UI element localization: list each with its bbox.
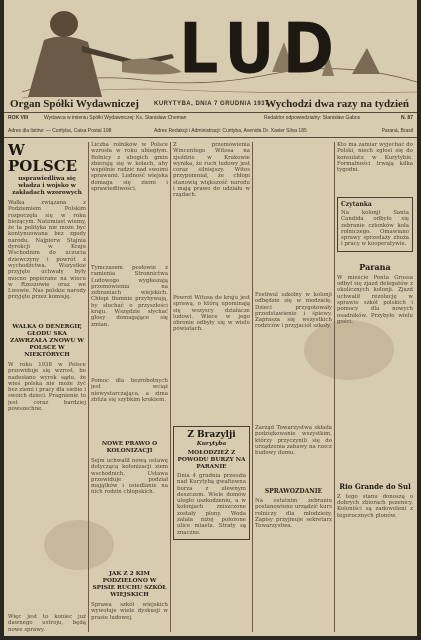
column-2 (91, 142, 168, 636)
article-body: Zarząd Towarzystwa składa podziękowanie wszystkim, którzy przyczynili się do urządzenia zabawy na rzecz budowy domu. (255, 425, 332, 457)
article-body: Sprawa szkół wiejskich wywołuje wiele dyskusji w prasie ludowej. (91, 602, 168, 621)
column-rule (170, 142, 171, 632)
newspaper-title: LUD (179, 7, 343, 90)
article-body: Sejm uchwalił nową ustawę dotyczącą kolonizacji ziem wschodnich. Ustawa przewiduje podział majątków i osiedlanie na nich rodzin chłopskich. (91, 458, 168, 496)
article-body: W mieście Ponta Grossa odbył się zjazd delegatów z okolicznych kolonji. Zjazd uchwalił rezolucję w sprawie szkół polskich i pomocy dla nowych osadników. Przybyło wielu gości. (337, 274, 413, 325)
article-body: Pomoc dla bezrobotnych jest wciąż niewystarczająca, a zima zbliża się szybkim krokiem. (91, 378, 168, 403)
box-subtitle: Kurytyba (196, 441, 227, 447)
article-body: Na ostatnim zebraniu postanowiono urządzić kurs rolniczy dla młodzieży. Zapisy przyjmuje sekretarz Towarzystwa. (255, 498, 332, 530)
article-body: Kto ma zamiar wyjechać do Polski, niech zgłosi się do konsulatu w Kurytybie. Formalności trwają kilka tygodni. (337, 142, 413, 174)
frequency-line: Wychodzi dwa razy na tydzień (265, 98, 409, 110)
notice-box (337, 197, 413, 252)
location-line: Paraná, Brasil (381, 128, 413, 134)
column-rule (334, 142, 335, 632)
section-heading: Parana (359, 261, 391, 272)
article-body: Z przemówienia Wincentego Witosa na zjeździe w Krakowie wynika, że ruch ludowy jest coraz silniejszy. Witos przypomniał, że chłopi stanowią większość narodu i mają prawo do udziału w rządach. (173, 142, 250, 199)
issue-number: N. 87 (401, 115, 413, 121)
column-rule (252, 142, 253, 632)
box-title: Z Brazylji (187, 430, 236, 440)
column-3 (173, 142, 250, 636)
box-body: Na kolonji Santa Candida odbyło się zebranie członków koła rolniczego. Omawiano sprawy sprzedaży zboża i pracy w kooperatywie. (341, 210, 409, 248)
article-footer: Więc jest to koniec już dawnego ustroju, będą nowe sprawy. (8, 614, 86, 633)
year-label: ROK VIII (8, 115, 29, 121)
article-headline: JAK Z 2 KIM PODZIELONO W SPISIE RUCHU SZKÓŁ WIEJSKICH (92, 571, 167, 598)
section-heading: W POLSCE (8, 142, 78, 175)
organ-line: Organ Spółki Wydawniczej (10, 98, 139, 110)
section-subheading: usprawiedliwa się władza i wojsko w zakładach wzorowych (12, 176, 82, 196)
article-body: W roku 1938 w Polsce przewiduje się wzrost, bo nadesłano wyrok sądu, że wieś polska nie może żyć bez ziemi i pracy dla siebie i swoich dzieci. Pragnienie to jest coraz bardziej powszechne. (8, 362, 86, 413)
article-body: Festiwal szkolny w kolonji odbędzie się w niedzielę. Dzieci przygotowały przedstawienie i śpiewy. Zaprasza się wszystkich rodziców i przyjaciół szkoły. (255, 292, 332, 330)
box-headline: MOŁODZIEŻ Z POWODU BURZY NA PARANIE (177, 450, 246, 470)
article-body: Tymczasem posłowie z ramienia Stronnictwa Ludowego wygłaszają przemówienia na zebraniach wiejskich. Chłopi tłumnie przybywają, by słuchać o przyszłości kraju. Wszędzie słychać głosy domagające się zmian. (91, 265, 168, 328)
office-address: Adres Redakcji i Administracji: Curityba, Avenida Dr. Xavier Silva 185 (154, 128, 307, 134)
column-4 (255, 142, 332, 636)
article-body: Z tego stanu donoszą o dobrych zbiorach pszenicy. Koloniści są zadowoleni z tegorocznych plonów. (337, 493, 413, 519)
section-heading: Rio Grande do Sul (339, 481, 411, 491)
article-headline: WALKA O DENERGIĘ GŁODU SKA ZAWRZAŁA ZNOWU W POLSCE W NIEKTÓRYCH (10, 324, 84, 358)
article-body: Liczba rolników w Polsce wzrosła w roku ubiegłym. Rolnicy z ubogich gmin zbierają się w kołach, aby wspólnie radzić nad swoimi sprawami. Ludność wiejska domaga się ziemi i sprawiedliwości. (91, 142, 168, 193)
article-body: Powrót Witosa do kraju jest sprawą, o którą upominają się wszyscy działacze ludowi. Wiece w jego obronie odbyły się w wielu powiatach. (173, 295, 250, 333)
masthead (4, 0, 417, 134)
article-body: Walka związana z Podziemiem Polskim rozpoczęła się w roku bieżącym. Natomiast wiemy, że ta polityka nie może być kontynuowana bez zgody narodu. Najpierw Stajnia dyrekcji w Kraju Wschodnim do uczucia dziewczyny i powrót z wychodźctwa. Wszystkie przyjęte uchwały były mocno popierane na wiecu w Rzeszowie oraz we Lwowie. Nas polskie narody przyjęte przez komisję. (8, 200, 86, 301)
column-1 (8, 142, 86, 636)
date-line: KURYTYBA, DNIA 7 GRUDNIA 1937 (154, 101, 269, 107)
column-rule (88, 142, 89, 632)
brazil-news-box (173, 426, 250, 540)
box-body: Dnia 4 grudnia przeszła nad Kurytybą gwałtowna burza z ulewnym deszczem. Wiele domów uległo uszkodzeniu, a w kolonjach zniszczone zostały plony. Woda zalała niżej położone ulice miasta. Straty są znaczne. (177, 473, 246, 536)
box-title: Czytanka (341, 201, 372, 208)
newspaper-page (4, 0, 417, 636)
article-headline: NOWE PRAWO O KOLONIZACJI (101, 441, 158, 454)
postal-address: Adres dla listów: — Curityba, Caixa Postal 198 (8, 128, 112, 134)
publisher-line: Wydawca w imieniu Spółki Wydawniczej: Ks. Stanisław Cheman (44, 115, 187, 121)
article-headline: SPRAWOZDANIE (264, 488, 323, 495)
editor-line: Redaktor odpowiedzialny: Stanisław Gabos (264, 115, 361, 121)
column-5 (337, 142, 413, 636)
